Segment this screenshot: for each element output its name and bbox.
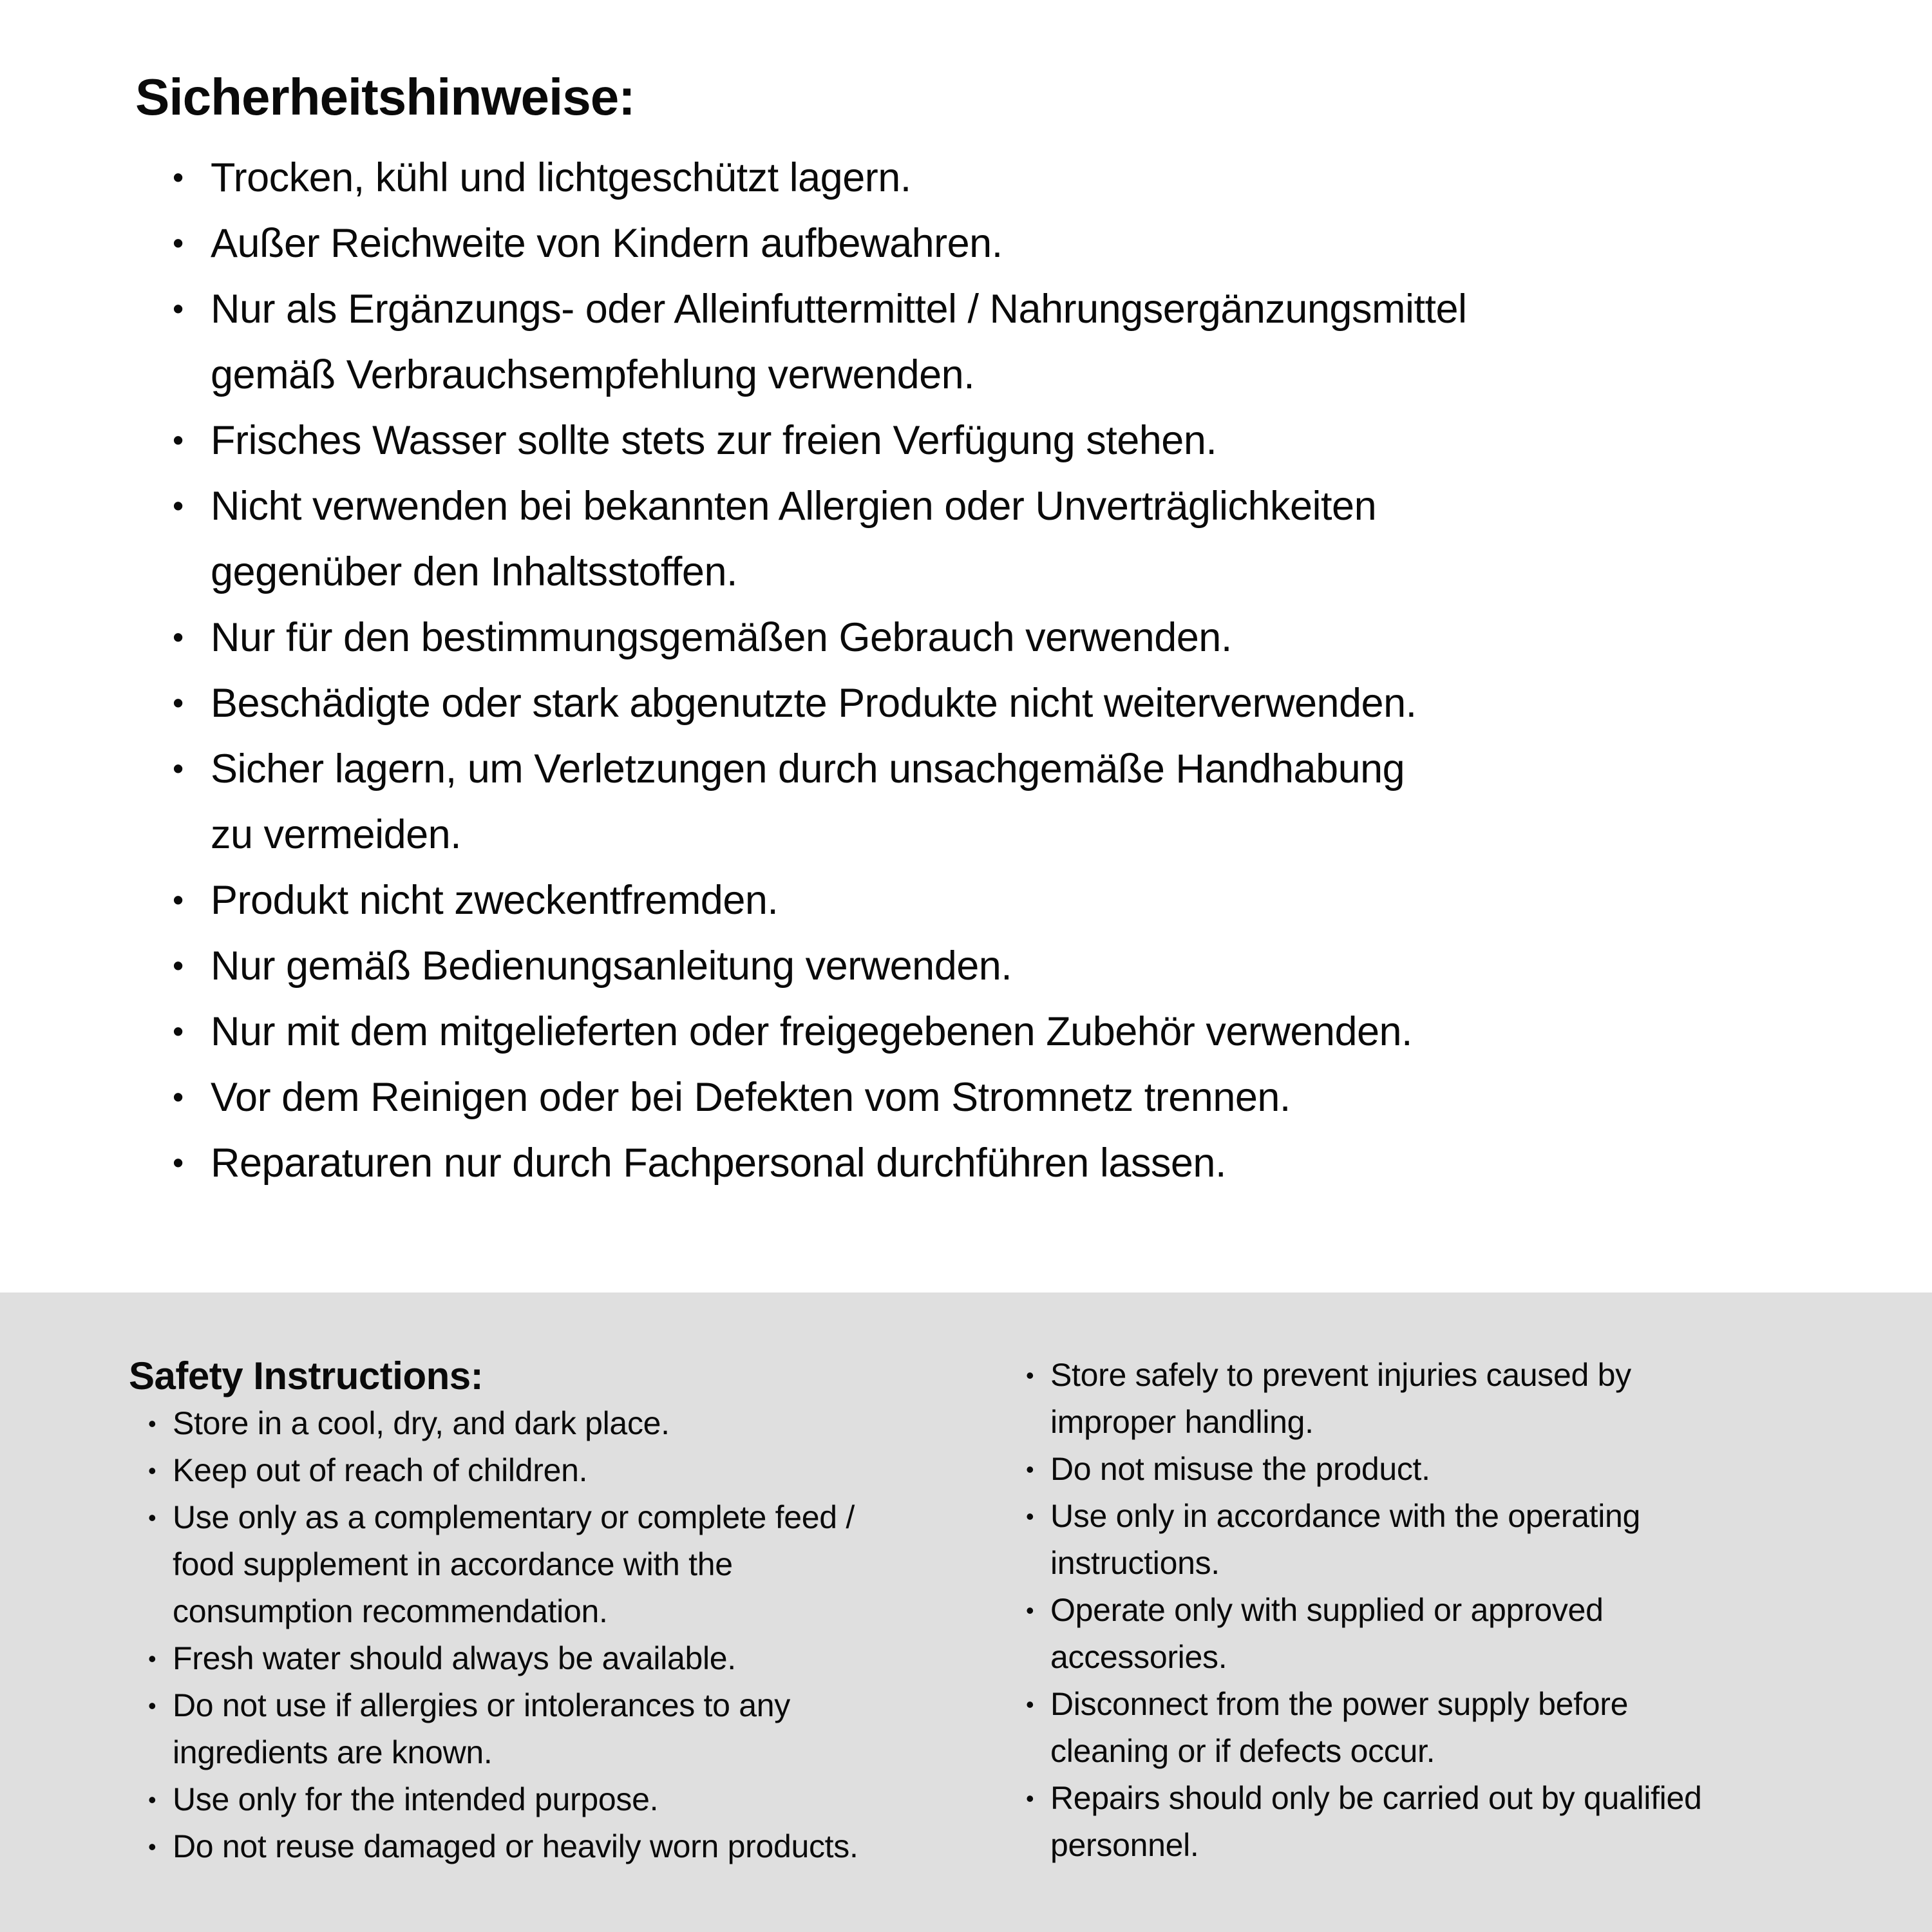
list-item <box>1026 1587 1913 1681</box>
list-item-line: instructions. <box>1050 1545 1220 1581</box>
english-right-column <box>998 1352 1913 1869</box>
list-item-line: • Nur mit dem mitgelieferten oder freigegebenen Zubehör verwenden. <box>211 1009 1413 1054</box>
list-item-line: accessories. <box>1050 1639 1227 1675</box>
list-item <box>173 276 1893 408</box>
list-item <box>1026 1446 1913 1493</box>
list-item <box>173 605 1893 670</box>
german-section-title: Sicherheitshinweise: <box>135 68 635 126</box>
list-item-line: • Produkt nicht zweckentfremden. <box>211 878 779 923</box>
list-item <box>173 211 1893 276</box>
list-item-line: • Nur als Ergänzungs- oder Alleinfuttermittel / Nahrungsergänzungsmittel <box>211 287 1467 332</box>
list-item <box>173 408 1893 473</box>
english-section <box>0 1293 1932 1932</box>
list-item-line: • Außer Reichweite von Kindern aufbewahren. <box>211 221 1003 266</box>
list-item <box>148 1776 998 1823</box>
list-item-line: • Use only for the intended purpose. <box>173 1781 659 1817</box>
list-item-line: • Reparaturen nur durch Fachpersonal durchführen lassen. <box>211 1141 1226 1186</box>
list-item <box>148 1400 998 1447</box>
list-item-line: gegenüber den Inhaltsstoffen. <box>211 549 738 594</box>
english-right-bullet-list <box>1026 1352 1913 1869</box>
list-item <box>1026 1352 1913 1446</box>
list-item-line: • Fresh water should always be available. <box>173 1640 736 1676</box>
german-bullet-list <box>173 145 1893 1196</box>
english-section-title: Safety Instructions: <box>129 1354 484 1397</box>
list-item <box>1026 1493 1913 1587</box>
list-item <box>148 1823 998 1870</box>
list-item-line: food supplement in accordance with the <box>173 1546 733 1582</box>
list-item <box>1026 1681 1913 1775</box>
list-item-line: • Do not misuse the product. <box>1050 1451 1430 1487</box>
list-item <box>173 736 1893 867</box>
list-item <box>173 867 1893 933</box>
list-item-line: zu vermeiden. <box>211 812 462 857</box>
list-item-line: • Repairs should only be carried out by qualified <box>1050 1780 1702 1816</box>
list-item-line: • Disconnect from the power supply before <box>1050 1686 1629 1722</box>
list-item-line: • Store safely to prevent injuries caused by <box>1050 1357 1631 1393</box>
list-item-line: • Keep out of reach of children. <box>173 1452 588 1488</box>
list-item <box>173 145 1893 211</box>
list-item <box>173 999 1893 1065</box>
list-item-line: • Nicht verwenden bei bekannten Allergien oder Unverträglichkeiten <box>211 484 1377 529</box>
list-item <box>173 670 1893 736</box>
list-item-line: • Beschädigte oder stark abgenutzte Produkte nicht weiterverwenden. <box>211 681 1417 726</box>
list-item-line: • Do not reuse damaged or heavily worn products. <box>173 1828 858 1864</box>
list-item-line: personnel. <box>1050 1827 1199 1863</box>
list-item <box>173 1065 1893 1130</box>
english-left-column <box>129 1352 998 1870</box>
list-item-line: cleaning or if defects occur. <box>1050 1733 1435 1769</box>
list-item <box>173 1130 1893 1196</box>
list-item <box>148 1635 998 1682</box>
list-item <box>1026 1775 1913 1869</box>
english-left-bullet-list <box>148 1400 998 1870</box>
list-item-line: improper handling. <box>1050 1404 1314 1440</box>
list-item <box>173 933 1893 999</box>
list-item-line: • Store in a cool, dry, and dark place. <box>173 1405 670 1441</box>
list-item-line: consumption recommendation. <box>173 1593 608 1629</box>
list-item <box>148 1682 998 1776</box>
list-item-line: • Nur für den bestimmungsgemäßen Gebrauch verwenden. <box>211 615 1232 660</box>
list-item-line: • Vor dem Reinigen oder bei Defekten vom Stromnetz trennen. <box>211 1075 1291 1120</box>
list-item-line: • Sicher lagern, um Verletzungen durch unsachgemäße Handhabung <box>211 746 1405 791</box>
list-item-line: • Nur gemäß Bedienungsanleitung verwenden. <box>211 943 1012 989</box>
list-item-line: • Frisches Wasser sollte stets zur freien Verfügung stehen. <box>211 418 1217 463</box>
list-item-line: • Use only as a complementary or complete feed / <box>173 1499 855 1535</box>
list-item-line: • Use only in accordance with the operating <box>1050 1498 1641 1534</box>
list-item-line: gemäß Verbrauchsempfehlung verwenden. <box>211 352 975 397</box>
list-item <box>148 1494 998 1635</box>
list-item-line: • Trocken, kühl und lichtgeschützt lagern. <box>211 155 911 200</box>
list-item <box>148 1447 998 1494</box>
list-item-line: ingredients are known. <box>173 1734 493 1770</box>
list-item <box>173 473 1893 605</box>
list-item-line: • Do not use if allergies or intolerances to any <box>173 1687 790 1723</box>
list-item-line: • Operate only with supplied or approved <box>1050 1592 1604 1628</box>
